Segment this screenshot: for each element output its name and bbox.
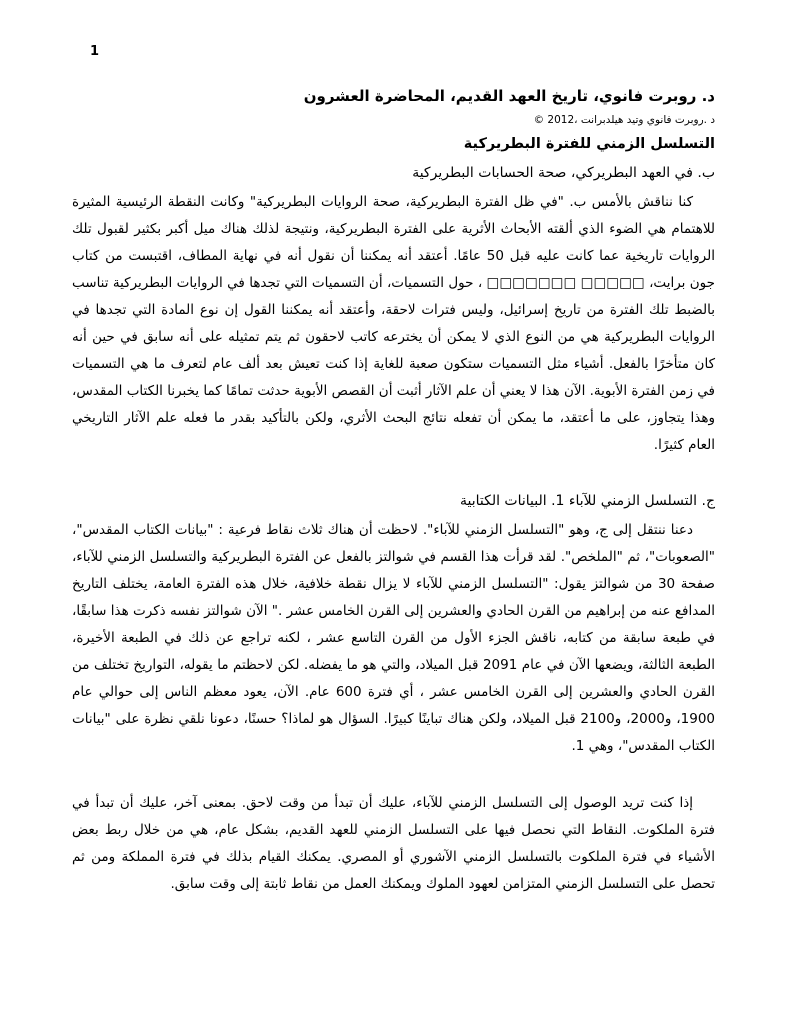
paragraph-patriarchal-chronology: دعنا ننتقل إلى ج، وهو "التسلسل الزمني للآباء". لاحظت أن هناك ثلاث نقاط فرعية : "بيانات الكتاب المقدس"، "الصعوبات"، ثم "الملخص". لقد قرأت هذا القسم في شوالتز بالفعل عن الفترة البطريركية والتسلسل الزمني للآباء، صفحة 30 من شوالتز يقول: "التسلسل الزمني للآباء لا يزال نقطة خلافية، خلال هذه الفترة العامة، يختلف التاريخ المدافع عنه من إبراهيم من القرن الحادي والعشرين إلى القرن الخامس عشر ." الآن شوالتز نفسه ذكرت هذا سابقًا، في طبعة سابقة من كتابه، ناقش الجزء الأول من القرن التاسع عشر ، لكنه تراجع عن ذلك في الطبعة الأخيرة، الطبعة الثالثة، ويضعها الآن في عام 2091 قبل الميلاد، والتي هو ما يفضله. لكن لاحظتم ما يقوله، التواريخ تختلف من القرن الحادي والعشرين إلى القرن الخامس عشر ، أي فترة 600 عام. الآن، يعود معظم الناس إلى حوالي عام 1900، و2000، و2100 قبل الميلاد، ولكن هناك تباينًا كبيرًا. السؤال هو لماذا؟ حسنًا، دعونا نلقي نظرة على "بيانات الكتاب المقدس"، وهي 1.	[72, 522, 716, 754]
subsection-b-heading: ب. في العهد البطريركي، صحة الحسابات البطريركية	[412, 165, 715, 181]
page-number: 1	[90, 44, 100, 59]
document-title: د. روبرت فانوي، تاريخ العهد القديم، المحاضرة العشرون	[303, 87, 715, 105]
paragraph-patriarchal-accounts: كنا نناقش بالأمس ب. "في ظل الفترة البطريركية، صحة الروايات البطريركية" وكانت النقطة الرئيسية المثيرة للاهتمام هي الضوء الذي ألقته الأبحاث الأثرية على الفترة البطريركية، ونتيجة لذلك هناك ميل أكبر بكثير لقبول تلك الروايات تاريخية عما كانت عليه قبل 50 عامًا. أعتقد أنه يمكننا أن نقول أنه في نهاية المطاف، اقتبست من كتاب جون برايت، □□□□□ □□□□□□□ ، حول التسميات، أن التسميات التي تجدها في الروايات البطريركية تناسب بالضبط تلك الفترة من تاريخ إسرائيل، وليس فترات لاحقة، وأعتقد أنه يمكننا القول إن نوع المادة التي تجدها في الروايات البطريركية هي من النوع الذي لا يمكن أن يخترعه كاتب لاحقون ثم يتم تمثيله على أنه سابق في حين أنه كان متأخرًا بالفعل. أشياء مثل التسميات ستكون صعبة للغاية إذا كنت تعيش بعد ألف عام لتعرف ما هي التسميات في زمن الفترة الأبوية. الآن هذا لا يعني أن علم الآثار أثبت أن القصص الأبوية حدثت تمامًا كما يخبرنا الكتاب المقدس، وهذا يتجاوز، على ما أعتقد، ما يمكن أن تفعله نتائج البحث الأثري، ولكن بالتأكيد بقدر ما فعله علم الآثار التاريخي العام كثيرًا.	[72, 194, 715, 453]
copyright-line: د .روبرت فانوي وتيد هيلدبرانت ،2012 ©	[533, 114, 715, 126]
section-heading-chronology: التسلسل الزمني للفترة البطريركية	[463, 136, 715, 152]
subsection-c-heading: ج. التسلسل الزمني للآباء 1. البيانات الكتابية	[459, 493, 715, 509]
paragraph-kingdom-period: إذا كنت تريد الوصول إلى التسلسل الزمني للآباء، عليك أن تبدأ من وقت لاحق. بمعنى آخر، عليك أن تبدأ في فترة الملكوت. النقاط التي نحصل فيها على التسلسل الزمني للعهد القديم، بشكل عام، هي من خلال ربط بعض الأشياء في فترة الملكوت بالتسلسل الزمني الآشوري أو المصري. يمكنك القيام بذلك في فترة المملكة ومن ثم تحصل على التسلسل الزمني المتزامن لعهود الملوك ويمكنك العمل من نقاط ثابتة إلى وقت سابق.	[72, 795, 715, 892]
